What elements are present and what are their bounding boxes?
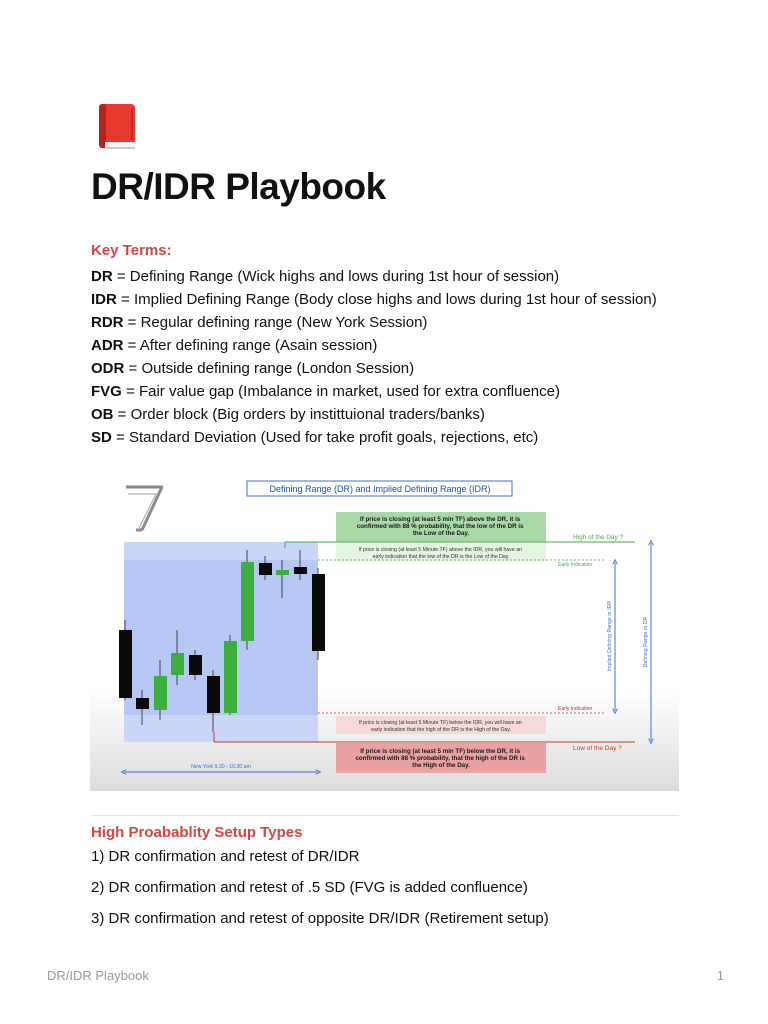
list-item [91, 357, 657, 380]
idr-arrow-label: Implied Defining Range or IDR [607, 600, 613, 672]
term-abbrev: OB [91, 406, 114, 423]
term-abbrev: SD [91, 429, 112, 446]
list-item [91, 265, 657, 288]
low-of-day-label: Low of the Day ? [573, 745, 622, 752]
candle-bear [136, 698, 149, 709]
candle-bull [224, 641, 237, 713]
idr-range-shade [124, 560, 318, 715]
candle-bull [241, 562, 254, 641]
term-definition: = Outside defining range (London Session) [124, 360, 415, 377]
term-definition: = Standard Deviation (Used for take profit goals, rejections, etc) [111, 429, 539, 446]
term-abbrev: DR [91, 268, 113, 285]
term-definition: = After defining range (Asain session) [123, 337, 378, 354]
term-definition: = Fair value gap (Imbalance in market, used for extra confluence) [121, 383, 560, 400]
list-item [91, 334, 657, 357]
setup-item: 2) DR confirmation and retest of .5 SD (FVG is added confluence) [91, 879, 528, 896]
list-item [91, 311, 657, 334]
list-item [91, 426, 657, 449]
top-early-indication-text: If price is closing (at least 5 Minute TF) above the IDR, you will have an early indication that the low of the DR is the Low of the Day. [358, 547, 522, 560]
dr-arrow-label: Defining Range or DR [643, 616, 649, 668]
setup-item: 3) DR confirmation and retest of opposite DR/IDR (Retirement setup) [91, 910, 549, 927]
bottom-confirmation-text: If price is closing (at least 5 min TF) below the DR, it is confirmed with 88 % probability, that the high of the DR is the High of the Day. [355, 748, 525, 769]
term-abbrev: ODR [91, 360, 125, 377]
diagram-title: Defining Range (DR) and Implied Defining Range (IDR) [269, 484, 491, 494]
term-abbrev: FVG [91, 383, 122, 400]
candle-bear [189, 655, 202, 675]
key-terms-list [91, 265, 657, 449]
candle-bear [259, 563, 272, 575]
term-definition: = Regular defining range (New York Session) [123, 314, 428, 331]
section-divider [91, 815, 679, 816]
top-confirmation-text: If price is closing (at least 5 min TF) above the DR, it is confirmed with 88 % probability, that the low of the DR is the Low of the Day. [356, 516, 524, 537]
candle-bull [154, 676, 167, 710]
candle-bull [276, 570, 289, 575]
term-definition: = Defining Range (Wick highs and lows during 1st hour of session) [112, 268, 560, 285]
page-number: 1 [716, 968, 724, 983]
term-definition: = Implied Defining Range (Body close highs and lows during 1st hour of session) [116, 291, 657, 308]
list-item [91, 380, 657, 403]
candle-bear [119, 630, 132, 698]
list-item [91, 288, 657, 311]
list-item [91, 403, 657, 426]
candle-bear [294, 567, 307, 574]
page-title: DR/IDR Playbook [91, 166, 386, 207]
candle-bull [171, 653, 184, 675]
setup-item: 1) DR confirmation and retest of DR/IDR [91, 848, 360, 865]
footer-doc-title: DR/IDR Playbook [47, 968, 149, 983]
candle-bear [312, 574, 325, 651]
early-indication-top-label: Early Indication [558, 562, 593, 568]
early-indication-bottom-label: Early Indication [558, 706, 593, 712]
term-abbrev: RDR [91, 314, 124, 331]
term-abbrev: ADR [91, 337, 124, 354]
high-of-day-label: High of the Day ? [573, 534, 624, 541]
term-abbrev: IDR [91, 291, 117, 308]
candle-bear [207, 676, 220, 713]
setup-types-heading: High Proabablity Setup Types [91, 824, 303, 841]
dr-idr-diagram [90, 470, 679, 791]
session-label: New York 9.30 - 10.30 am [191, 764, 251, 770]
key-terms-heading: Key Terms: [91, 242, 172, 259]
red-book-icon [96, 102, 140, 152]
bottom-early-indication-text: If price is closing (at least 5 Minute TF) below the IDR, you will have an early indication that the high of the DR is the High of the Day. [358, 720, 522, 733]
term-definition: = Order block (Big orders by instittuional traders/banks) [113, 406, 485, 423]
